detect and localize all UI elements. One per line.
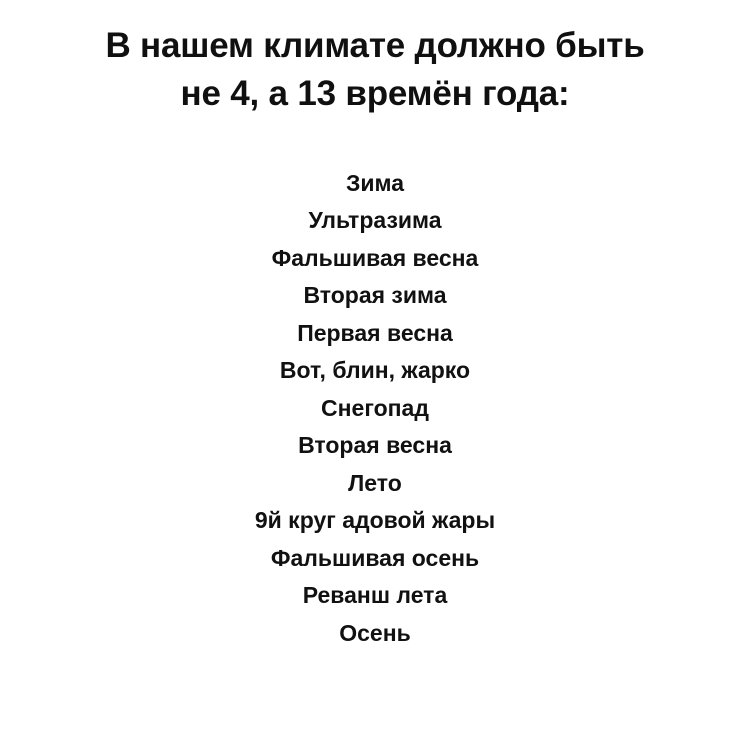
list-item: Лето (348, 469, 402, 496)
season-list (0, 165, 750, 653)
list-item: Вот, блин, жарко (279, 357, 471, 384)
list-item: Ультразима (308, 207, 442, 234)
list-item: Зима (345, 169, 405, 196)
headline-line-2: не 4, а 13 времён года: (180, 74, 570, 114)
list-item: Вторая весна (298, 432, 452, 459)
list-item: Реванш лета (302, 582, 448, 609)
list-item: Фальшивая осень (270, 544, 480, 571)
headline-line-1: В нашем климате должно быть (105, 26, 645, 65)
list-item: Вторая зима (303, 282, 447, 309)
list-item: 9й круг адовой жары (254, 507, 496, 534)
list-item: Осень (339, 619, 411, 646)
list-item: Первая весна (297, 319, 453, 346)
list-item: Снегопад (321, 394, 429, 421)
list-item: Фальшивая весна (271, 244, 479, 271)
page-title (105, 22, 644, 119)
